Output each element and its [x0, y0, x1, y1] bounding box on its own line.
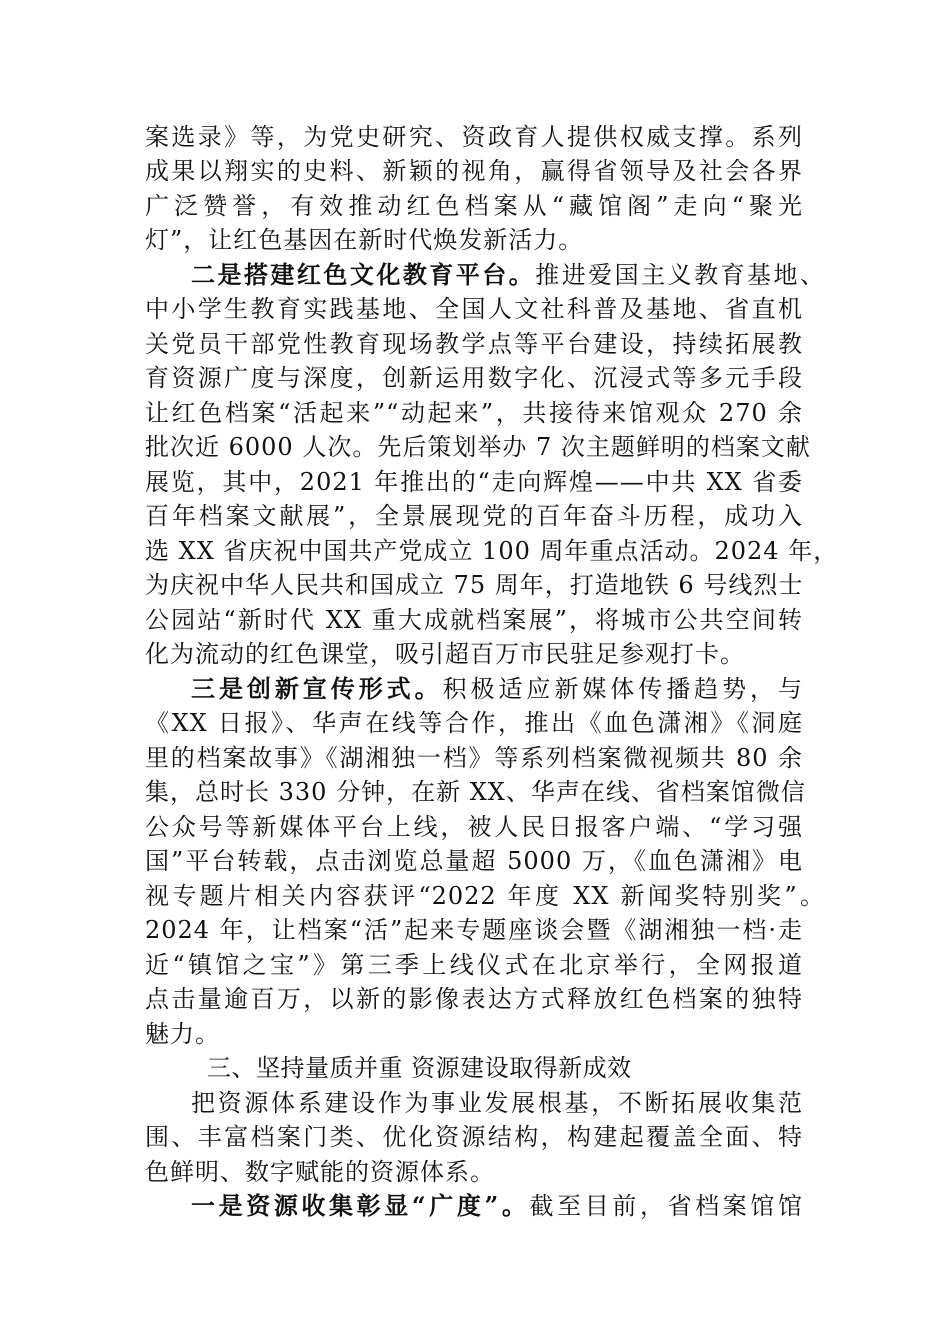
- text-line: 《XX 日报》、华声在线等合作，推出《血色潇湘》《洞庭: [145, 709, 803, 737]
- paragraph-lead-bold: 一是资源收集彰显“广度”。: [191, 1191, 530, 1220]
- text-line: 关党员干部党性教育现场教学点等平台建设，持续拓展教: [145, 330, 803, 358]
- text-line: 公园站“新时代 XX 重大成就档案展”，将城市公共空间转: [145, 606, 803, 634]
- text-line: 色鲜明、数字赋能的资源体系。: [145, 1158, 495, 1186]
- text-line: 成果以翔实的史料、新颖的视角，赢得省领导及社会各界: [145, 157, 803, 185]
- text-line: 点击量逾百万，以新的影像表达方式释放红色档案的独特: [145, 985, 803, 1013]
- paragraph-first-line: [191, 1189, 803, 1223]
- text-line: 中小学生教育实践基地、全国人文社科普及基地、省直机: [145, 295, 803, 323]
- text-line: 视专题片相关内容获评“2022 年度 XX 新闻奖特别奖”。: [145, 882, 825, 910]
- text-line: 集，总时长 330 分钟，在新 XX、华声在线、省档案馆微信: [145, 778, 806, 806]
- paragraph-lead-bold: 三是创新宣传形式。: [191, 674, 443, 703]
- paragraph-first-line: [191, 258, 825, 292]
- text-line: 2024 年，让档案“活”起来专题座谈会暨《湖湘独一档·走: [145, 916, 803, 944]
- text-line: 批次近 6000 人次。先后策划举办 7 次主题鲜明的档案文献: [145, 433, 811, 461]
- paragraph-text: 推进爱国主义教育基地、: [535, 261, 826, 289]
- text-line: 广泛赞誉，有效推动红色档案从“藏馆阁”走向“聚光: [145, 192, 803, 220]
- text-line: 选 XX 省庆祝中国共产党成立 100 周年重点活动。2024 年，: [145, 537, 839, 565]
- text-line: 近“镇馆之宝”》第三季上线仪式在北京举行，全网报道: [145, 951, 803, 979]
- paragraph-lead-bold: 二是搭建红色文化教育平台。: [191, 260, 536, 289]
- text-line: 展览，其中，2021 年推出的“走向辉煌——中共 XX 省委: [145, 468, 803, 496]
- text-line: 为庆祝中华人民共和国成立 75 周年，打造地铁 6 号线烈士: [145, 571, 804, 599]
- section-heading: 三、坚持量质并重 资源建设取得新成效: [207, 1054, 632, 1082]
- text-line: 围、丰富档案门类、优化资源结构，构建起覆盖全面、特: [145, 1123, 803, 1151]
- paragraph-first-line: [191, 672, 803, 706]
- text-line: 公众号等新媒体平台上线，被人民日报客户端、“学习强: [145, 813, 803, 841]
- text-line: 案选录》等，为党史研究、资政育人提供权威支撑。系列: [145, 123, 803, 151]
- text-line: 里的档案故事》《湖湘独一档》等系列档案微视频共 80 余: [145, 744, 803, 772]
- text-line: 育资源广度与深度，创新运用数字化、沉浸式等多元手段: [145, 364, 803, 392]
- paragraph-text: 积极适应新媒体传播趋势，与: [442, 675, 804, 703]
- text-line: 魅力。: [145, 1020, 220, 1048]
- paragraph-first-line: 把资源体系建设作为事业发展根基，不断拓展收集范: [191, 1089, 803, 1117]
- text-line: 百年档案文献展”，全景展现党的百年奋斗历程，成功入: [145, 502, 803, 530]
- text-line: 灯”，让红色基因在新时代焕发新活力。: [145, 226, 584, 254]
- paragraph-text: 截至目前，省档案馆馆: [529, 1192, 804, 1220]
- text-line: 让红色档案“活起来”“动起来”，共接待来馆观众 270 余: [145, 399, 803, 427]
- text-line: 国”平台转载，点击浏览总量超 5000 万，《血色潇湘》电: [145, 847, 803, 875]
- text-line: 化为流动的红色课堂，吸引超百万市民驻足参观打卡。: [145, 640, 745, 668]
